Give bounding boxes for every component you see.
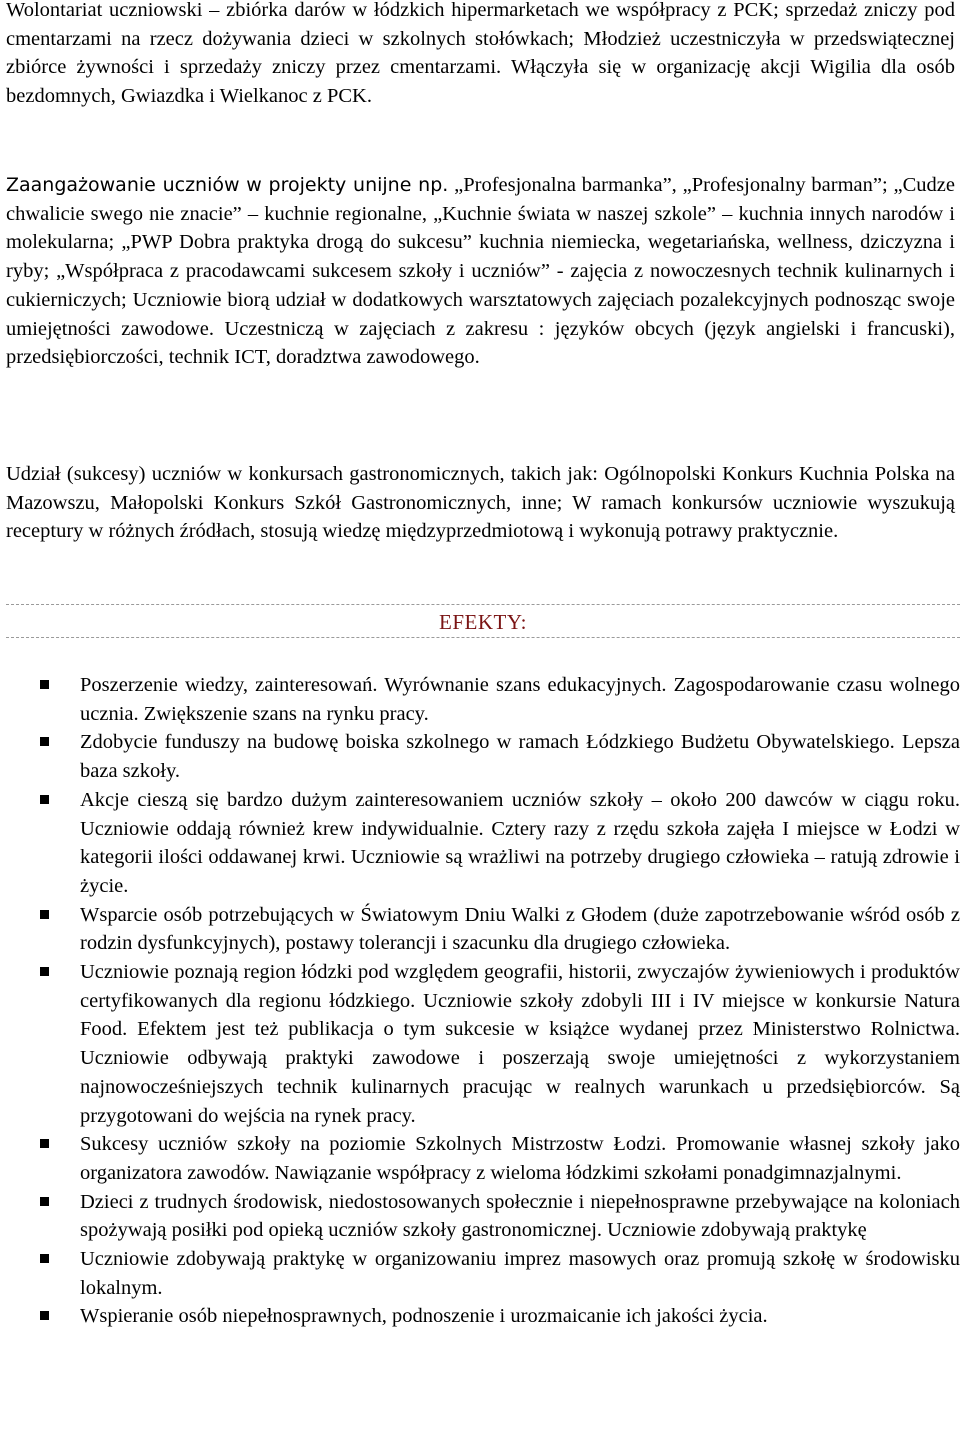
list-item	[6, 786, 960, 901]
list-item-text: Uczniowie zdobywają praktykę w organizowaniu imprez masowych oraz promują szkołę w środowisku lokalnym.	[80, 1248, 960, 1299]
list-item-text: Wspieranie osób niepełnosprawnych, podnoszenie i urozmaicanie ich jakości życia.	[80, 1305, 768, 1328]
list-item-text: Dzieci z trudnych środowisk, niedostosowanych społecznie i niepełnosprawne przebywające na koloniach spożywają posiłki pod opieką uczniów szkoły gastronomicznej. Uczniowie zdobywają praktykę	[80, 1190, 960, 1242]
list-item	[6, 1245, 960, 1302]
square-bullet-icon	[40, 737, 49, 746]
square-bullet-icon	[40, 1197, 49, 1206]
square-bullet-icon	[40, 967, 49, 976]
list-item	[6, 671, 960, 728]
paragraph-eu-projects-body: „Profesjonalna barmanka”, „Profesjonalny barman”; „Cudze chwalicie swego nie znacie” – kuchnie regionalne, „Kuchnie świata w naszej szkole” – kuchnia innych narodów i molekularna; „PWP Dobra praktyka drogą do sukcesu” kuchnia niemiecka, wegetariańska, wellness, dziczyzna i ryby; „Współpraca z pracodawcami sukcesem szkoły i uczniów” - zajęcia z nowoczesnych technik kulinarnych i cukierniczych; Uczniowie biorą udział w dodatkowych warsztatowych zajęciach pozalekcyjnych podnosząc swoje umiejętności zawodowe. Uczestniczą w zajęciach z zakresu : języków obcych (język angielski i francuski), przedsiębiorczości, technik ICT, doradztwa zawodowego.	[6, 174, 955, 369]
section-divider-top	[6, 604, 960, 605]
paragraph-volunteering: Wolontariat uczniowski – zbiórka darów w łódzkich hipermarketach we współpracy z PCK; sprzedaż zniczy pod cmentarzami na rzecz dożywania dzieci w szkolnych stołówkach; Młodzież uczestniczyła w przedswiątecznej zbiórce żywności i sprzedaży zniczy przez cmentarzami. Włączyła się w organizację akcji Wigilia dla osób bezdomnych, Gwiazdka i Wielkanoc z PCK.	[6, 0, 955, 108]
list-item-text: Wsparcie osób potrzebujących w Światowym Dniu Walki z Głodem (duże zapotrzebowanie wśród osób z rodzin dysfunkcyjnych), postawy tolerancji i szacunku dla drugiego człowieka.	[80, 903, 960, 955]
square-bullet-icon	[40, 1311, 49, 1320]
paragraph-competitions: Udział (sukcesy) uczniów w konkursach gastronomicznych, takich jak: Ogólnopolski Konkurs Kuchnia Polska na Mazowszu, Małopolski Konkurs Szkół Gastronomicznych, inne; W ramach konkursów uczniowie wyszukują receptury w różnych źródłach, stosują wiedzę międzyprzedmiotową i wykonują potrawy praktycznie.	[6, 463, 955, 543]
square-bullet-icon	[40, 1254, 49, 1263]
square-bullet-icon	[40, 795, 49, 804]
list-item-text: Zdobycie funduszy na budowę boiska szkolnego w ramach Łódzkiego Budżetu Obywatelskiego. Lepsza baza szkoły.	[80, 731, 960, 783]
paragraph-eu-projects-lead: Zaangażowanie uczniów w projekty unijne np.	[6, 174, 449, 196]
list-item	[6, 958, 960, 1130]
list-item	[6, 1130, 960, 1187]
square-bullet-icon	[40, 910, 49, 919]
section-divider-bottom	[6, 637, 960, 638]
list-item-text: Poszerzenie wiedzy, zainteresowań. Wyrównanie szans edukacyjnych. Zagospodarowanie czasu wolnego ucznia. Zwiększenie szans na rynku pracy.	[80, 674, 960, 725]
list-item-text: Akcje cieszą się bardzo dużym zainteresowaniem uczniów szkoły – około 200 dawców w ciągu roku. Uczniowie oddają również krew indywidualnie. Cztery razy z rzędu szkoła zajęła I miejsce w Łodzi w kategorii ilości oddawanej krwi. Uczniowie są wrażliwi na potrzeby drugiego człowieka – ratują zdrowie i życie.	[80, 788, 960, 897]
list-item-text: Sukcesy uczniów szkoły na poziomie Szkolnych Mistrzostw Łodzi. Promowanie własnej szkoły jako organizatora zawodów. Nawiązanie współpracy z wieloma łódzkimi szkołami ponadgimnazjalnymi.	[80, 1133, 960, 1184]
list-item	[6, 1188, 960, 1245]
section-heading-efekty: EFEKTY:	[439, 610, 527, 634]
list-item	[6, 901, 960, 958]
paragraph-eu-projects	[6, 171, 955, 372]
list-item-text: Uczniowie poznają region łódzki pod względem geografii, historii, zwyczajów żywieniowych i produktów certyfikowanych dla regionu łódzkiego. Uczniowie szkoły zdobyli III i IV miejsce w konkursie Natura Food. Efektem jest też publikacja o tym sukcesie w książce wydanej przez Ministerstwo Rolnictwa. Uczniowie odbywają praktyki zawodowe i poszerzają swoje umiejętności z wykorzystaniem najnowocześniejszych technik kulinarnych pracując w realnych warunkach u przedsiębiorców. Są przygotowani do wejścia na rynek pracy.	[80, 961, 960, 1127]
list-item	[6, 728, 960, 785]
list-item	[6, 1302, 960, 1331]
effects-list	[6, 671, 960, 1331]
square-bullet-icon	[40, 680, 49, 689]
square-bullet-icon	[40, 1139, 49, 1148]
